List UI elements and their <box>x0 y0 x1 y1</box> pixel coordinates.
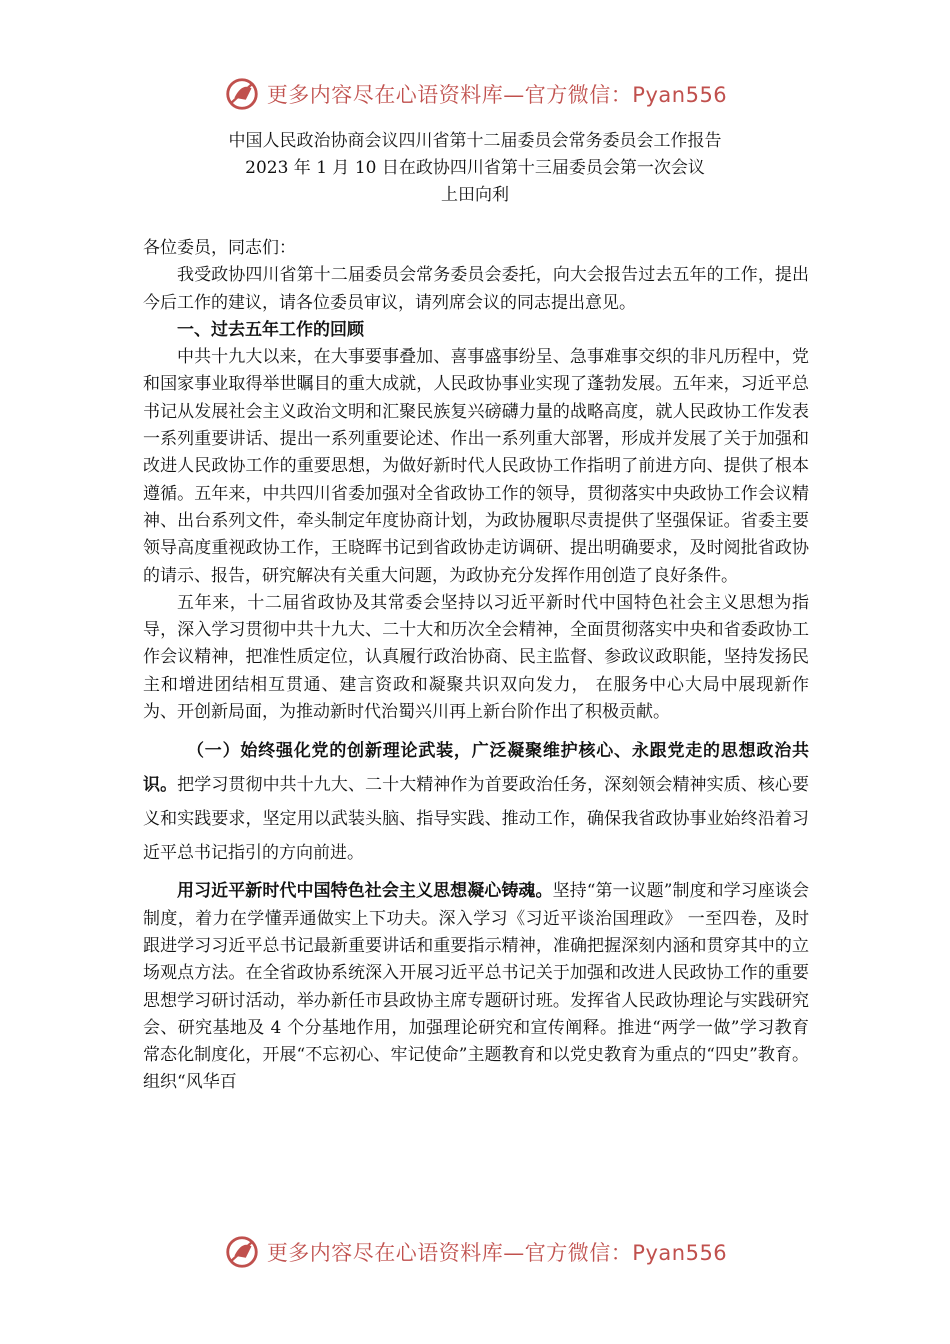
watermark-text: 更多内容尽在心语资料库—官方微信：Pyan556 <box>266 1241 728 1265</box>
greeting: 各位委员，同志们： <box>143 238 296 258</box>
paragraph: 五年来，十二届省政协及其常委会坚持以习近平新时代中国特色社会主义思想为指导，深入学习贯彻中共十九大、二十大和历次全会精神，全面贯彻落实中央和省委政协工作会议精神，把准性质定位，认真履行政治协商、民主监督、参政议政职能，坚持发扬民主和增进团结相互贯通、建言资政和凝聚共识双向发力， 在服务中心大局中展现新作为、开创新局面，为推动新时代治蜀兴川再上新台阶作出了积极贡献。 <box>143 592 809 723</box>
watermark-banner-bottom <box>0 1230 950 1274</box>
document-subtitle: 2023 年 1 月 10 日在政协四川省第十三届委员会第一次会议 <box>245 158 705 178</box>
subsection-text: 把学习贯彻中共十九大、二十大精神作为首要政治任务，深刻领会精神实质、核心要义和实践要求，坚定用以武装头脑、指导实践、推动工作，确保我省政协事业始终沿着习近平总书记指引的方向前进。 <box>143 775 810 864</box>
watermark-banner-top <box>0 72 950 116</box>
document-header <box>0 128 950 209</box>
paragraph <box>143 878 809 1096</box>
paragraph: 我受政协四川省第十二届委员会常务委员会委托，向大会报告过去五年的工作，提出今后工作的建议，请各位委员审议，请列席会议的同志提出意见。 <box>143 265 809 313</box>
document-title: 中国人民政治协商会议四川省第十二届委员会常务委员会工作报告 <box>228 131 722 151</box>
subsection-paragraph <box>143 734 809 870</box>
library-logo-icon <box>223 1233 261 1271</box>
document-body <box>143 235 809 1097</box>
watermark-text: 更多内容尽在心语资料库—官方微信：Pyan556 <box>266 83 728 107</box>
section-heading: 一、过去五年工作的回顾 <box>177 319 364 340</box>
paragraph-lead: 用习近平新时代中国特色社会主义思想凝心铸魂。 <box>177 881 553 902</box>
subsection-heading: （一）始终强化党的创新理论武装，广泛凝聚维护核心、永跟党走的思想政治共识。 <box>143 741 809 796</box>
paragraph: 中共十九大以来，在大事要事叠加、喜事盛事纷呈、急事难事交织的非凡历程中，党和国家事业取得举世瞩目的重大成就，人民政协事业实现了蓬勃发展。五年来，习近平总书记从发展社会主义政治文明和汇聚民族复兴磅礴力量的战略高度，就人民政协工作发表一系列重要讲话、提出一系列重要论述、作出一系列重大部署，形成并发展了关于加强和改进人民政协工作的重要思想，为做好新时代人民政协工作指明了前进方向、提供了根本遵循。五年来，中共四川省委加强对全省政协工作的领导，贯彻落实中央政协工作会议精神、出台系列文件，牵头制定年度协商计划，为政协履职尽责提供了坚强保证。省委主要领导高度重视政协工作，王晓晖书记到省政协走访调研、提出明确要求，及时阅批省政协的请示、报告，研究解决有关重大问题，为政协充分发挥作用创造了良好条件。 <box>143 347 809 586</box>
paragraph-text: 坚持“第一议题”制度和学习座谈会制度，着力在学懂弄通做实上下功夫。深入学习《习近平谈治国理政》 一至四卷，及时跟进学习习近平总书记最新重要讲话和重要指示精神，准确把握深刻内涵和贯穿其中的立场观点方法。在全省政协系统深入开展习近平总书记关于加强和改进人民政协工作的重要思想学习研讨活动，举办新任市县政协主席专题研讨班。发挥省人民政协理论与实践研究会、研究基地及 4 个分基地作用，加强理论研究和宣传阐释。推进“两学一做”学习教育常态化制度化，开展“不忘初心、牢记使命”主题教育和以党史教育为重点的“四史”教育。组织“风华百 <box>143 881 810 1093</box>
library-logo-icon <box>223 75 261 113</box>
document-speaker: 上田向利 <box>441 185 509 205</box>
